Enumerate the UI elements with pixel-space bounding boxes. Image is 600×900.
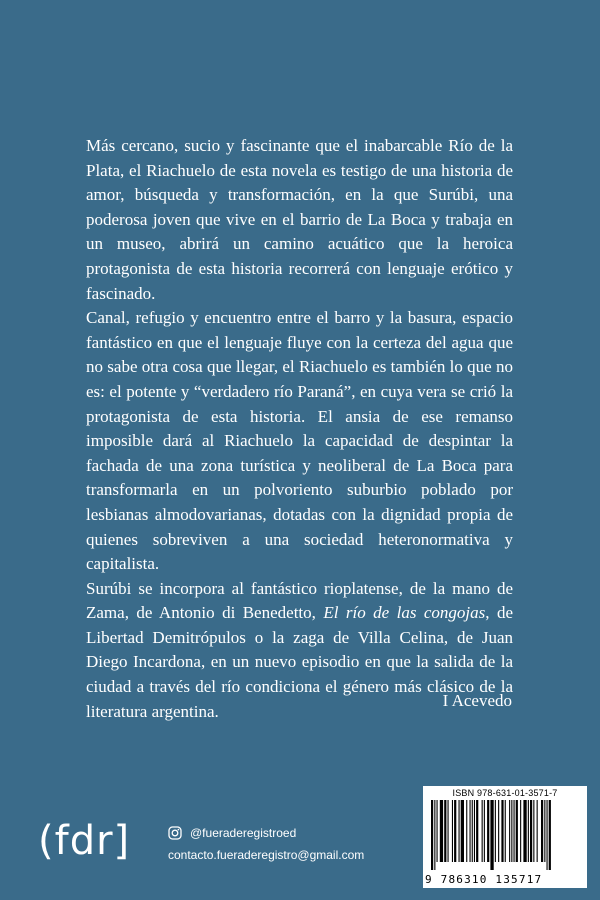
barcode-bar [533, 800, 534, 862]
barcode-bar [516, 800, 518, 862]
blurb-paragraph-3-part-b: , de Libertad Demitrópulos o la zaga de Villa Celina, de Juan Diego Incardona, en un nuevo episodio en que la salida de la ciudad a través del río condiciona el género más clásico de la literatura argentina. [86, 603, 513, 721]
blurb-paragraph-1: Más cercano, sucio y fascinante que el inabarcable Río de la Plata, el Riachuelo de esta novela es testigo de una historia de amor, búsqueda y transformación, en la que Surúbi, una poderosa joven que vive en el barrio de La Boca y trabaja en un museo, abrirá un camino acuático que la heroica protagonista de esta historia recorrerá con lenguaje erótico y fascinado. [86, 136, 513, 303]
instagram-icon [168, 826, 182, 840]
publisher-logo: (fdr] [38, 818, 131, 864]
barcode-bar [528, 800, 529, 862]
barcode-bar [547, 800, 548, 870]
barcode-bar [472, 800, 473, 862]
barcode-bar [509, 800, 510, 862]
barcode-bar [448, 800, 449, 862]
barcode-bar [459, 800, 460, 862]
barcode-bar [530, 800, 532, 862]
barcode-bar [440, 800, 443, 862]
barcode-bars [429, 800, 581, 870]
barcode-bar [434, 800, 435, 870]
barcode-bar [523, 800, 526, 862]
isbn-barcode [423, 786, 587, 888]
barcode-bar [474, 800, 475, 862]
blurb-paragraph-3-part-a: Surúbi se incorpora al fantástico rioplatense, de la mano de Zama, de Antonio di Benedetto, [86, 578, 513, 623]
isbn-label: ISBN 978-631-01-3571-7 [452, 788, 558, 798]
barcode-bar [444, 800, 446, 862]
barcode-bar [505, 800, 506, 862]
barcode-bar [537, 800, 538, 862]
barcode-bar [482, 800, 483, 862]
barcode-bar [514, 800, 515, 862]
isbn-digits: 9 786310 135717 [425, 873, 543, 886]
contact-email: contacto.fueraderegistro@gmail.com [168, 848, 365, 862]
barcode-bar [501, 800, 503, 862]
barcode-bar [511, 800, 512, 862]
barcode-bar [476, 800, 478, 862]
barcode-bar [466, 800, 467, 862]
barcode-bar [484, 800, 485, 862]
barcode-bar [549, 800, 551, 870]
barcode-bar [544, 800, 545, 862]
barcode-bar [431, 800, 433, 870]
publisher-contact [168, 824, 364, 864]
book-title-reference: El río de las congojas [323, 603, 486, 623]
instagram-handle: @fueraderegistroed [190, 826, 297, 840]
barcode-bar [490, 800, 493, 870]
barcode-bar [452, 800, 453, 862]
instagram-row [168, 824, 364, 842]
barcode-bar [437, 800, 438, 862]
barcode-bar [487, 800, 489, 862]
back-cover-blurb [86, 134, 513, 724]
barcode-bar [520, 800, 521, 862]
blurb-author-signature: I Acevedo [442, 691, 512, 710]
barcode-bar [461, 800, 464, 862]
barcode-bar [541, 800, 543, 862]
barcode-bar [454, 800, 456, 862]
barcode-bar [470, 800, 471, 862]
barcode-bar [495, 800, 496, 862]
barcode-bar [498, 800, 499, 862]
blurb-paragraph-2: Canal, refugio y encuentro entre el barro y la basura, espacio fantástico en que el lenguaje fluye con la certeza del agua que no sabe otra cosa que llegar, el Riachuelo es también lo que no es: el potente y “verdadero río Paraná”, en cuya vera se crió la protagonista de esta historia. El ansia de ese remanso imposible dará al Riachuelo la capacidad de despintar la fachada de una zona turística y neoliberal de La Boca para transformarla en un polvoriento suburbio poblado por lesbianas almodovarianas, dotadas con la dignidad propia de quienes sobreviven a una sociedad heteronormativa y capitalista. [86, 308, 513, 574]
email-row [168, 846, 364, 864]
